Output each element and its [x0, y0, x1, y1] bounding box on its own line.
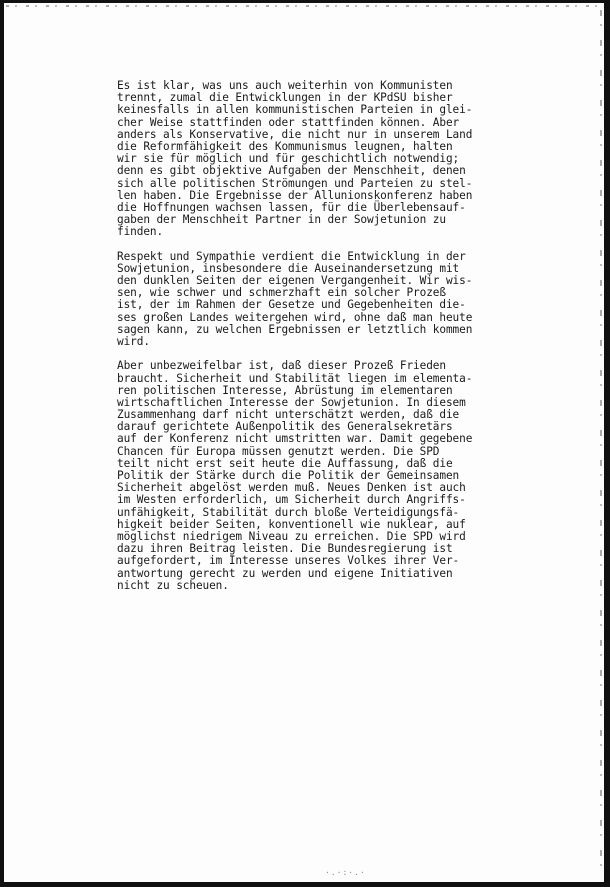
text-line: darauf gerichtete Außenpolitik des Generalsekretärs [117, 420, 453, 434]
text-line: trennt, zumal die Entwicklungen in der KPdSU bisher [117, 91, 453, 105]
text-line: Sowjetunion, insbesondere die Auseinandersetzung mit [117, 261, 460, 275]
text-line: Respekt und Sympathie verdient die Entwicklung in der [117, 249, 466, 263]
paragraph-3 [117, 360, 509, 592]
text-line: teilt nicht erst seit heute die Auffassung, daß die [117, 456, 453, 470]
text-line: wirtschaftlichen Interesse der Sowjetunion. In diesem [117, 395, 466, 409]
text-line: dazu ihren Beitrag leisten. Die Bundesregierung ist [117, 542, 453, 556]
text-line: Aber unbezweifelbar ist, daß dieser Prozeß Frieden [117, 359, 446, 373]
text-line: Chancen für Europa müssen genutzt werden. Die SPD [117, 444, 440, 458]
text-line: aufgefordert, im Interesse unseres Volkes ihrer Ver- [117, 554, 460, 568]
paragraph-2 [117, 251, 509, 349]
text-line: ist, der im Rahmen der Gesetze und Gegebenheiten die- [117, 298, 466, 312]
text-line: antwortung gerecht zu werden und eigene Initiativen [117, 566, 453, 580]
text-line: wir sie für möglich und für geschichtlich notwendig; [117, 152, 460, 166]
paragraph-1 [117, 80, 509, 238]
text-line: ses großen Landes weitergehen wird, ohne daß man heute [117, 310, 473, 324]
text-line: Es ist klar, was uns auch weiterhin von Kommunisten [117, 79, 453, 92]
text-line: sich alle politischen Strömungen und Parteien zu stel- [117, 176, 473, 190]
text-line: cher Weise stattfinden oder stattfinden können. Aber [117, 115, 460, 129]
text-line: denn es gibt objektive Aufgaben der Menschheit, denen [117, 164, 466, 178]
scan-noise-mark: ·.·:·.· [325, 868, 366, 877]
scan-edge-artifact-right [600, 10, 602, 870]
text-line: wird. [117, 334, 150, 348]
text-line: Politik der Stärke durch die Politik der Gemeinsamen [117, 469, 460, 482]
text-line: unfähigkeit, Stabilität durch bloße Verteidigungsfä- [117, 505, 460, 519]
text-line: auf der Konferenz nicht umstritten war. Damit gegebene [117, 432, 473, 446]
text-line: nicht zu scheuen. [117, 578, 229, 592]
text-line: keinesfalls in allen kommunistischen Parteien in glei- [117, 103, 473, 117]
text-line: sagen kann, zu welchen Ergebnissen er letztlich kommen [117, 322, 473, 336]
text-line: im Westen erforderlich, um Sicherheit durch Angriffs- [117, 493, 466, 507]
text-line: die Reformfähigkeit des Kommunismus leugnen, halten [117, 139, 453, 153]
text-line: ren politischen Interesse, Abrüstung im elementaren [117, 383, 453, 397]
text-line: Sicherheit abgelöst werden muß. Neues Denken ist auch [117, 481, 466, 495]
document-body [117, 80, 509, 604]
text-line: möglichst niedrigem Niveau zu erreichen. Die SPD wird [117, 529, 466, 543]
text-line: anders als Konservative, die nicht nur in unserem Land [117, 127, 473, 141]
text-line: finden. [117, 225, 164, 239]
text-line: gaben der Menschheit Partner in der Sowjetunion zu [117, 213, 446, 227]
text-line: len haben. Die Ergebnisse der Allunionskonferenz haben [117, 188, 473, 202]
text-line: sen, wie schwer und schmerzhaft ein solcher Prozeß [117, 286, 446, 300]
text-line: den dunklen Seiten der eigenen Vergangenheit. Wir wis- [117, 274, 473, 287]
scan-edge-artifact-top [6, 5, 602, 7]
text-line: braucht. Sicherheit und Stabilität liegen im elementa- [117, 371, 473, 385]
text-line: Zusammenhang darf nicht unterschätzt werden, daß die [117, 408, 460, 422]
text-line: die Hoffnungen wachsen lassen, für die Überlebensauf- [117, 200, 466, 214]
text-line: higkeit beider Seiten, konventionell wie nuklear, auf [117, 517, 466, 531]
